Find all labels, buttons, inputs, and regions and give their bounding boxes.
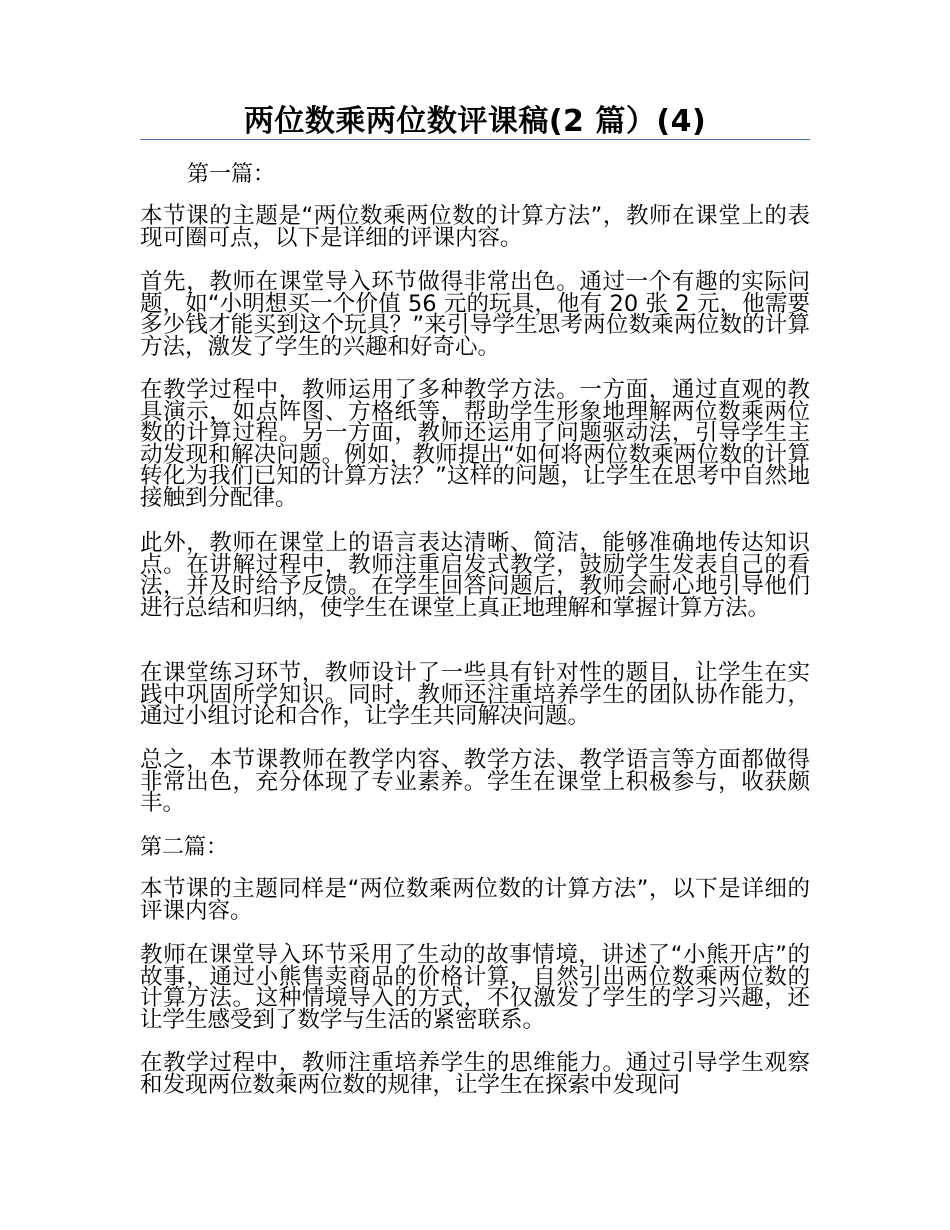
part2-label: 第二篇： — [140, 835, 229, 860]
title-underline — [140, 139, 810, 140]
part1-paragraph-5: 在课堂练习环节，教师设计了一些具有针对性的题目，让学生在实践中巩固所学知识。同时，教师还注重培养学生的团队协作能力，通过小组讨论和合作，让学生共同解决问题。 — [140, 660, 810, 729]
document-title: 两位数乘两位数评课稿(2 篇）(4) — [243, 104, 707, 139]
part2-paragraph-3: 在教学过程中，教师注重培养学生的思维能力。通过引导学生观察和发现两位数乘两位数的规律，让学生在探索中发现问 — [140, 1050, 810, 1098]
part1-paragraph-2: 首先，教师在课堂导入环节做得非常出色。通过一个有趣的实际问题，如“小明想买一个价值 56 元的玩具，他有 20 张 2 元，他需要多少钱才能买到这个玩具？”来引导学生思考两位数乘两位数的计算方法，激发了学生的兴趣和好奇心。 — [140, 269, 810, 360]
part1-paragraph-3: 在教学过程中，教师运用了多种教学方法。一方面，通过直观的教具演示，如点阵图、方格纸等，帮助学生形象地理解两位数乘两位数的计算过程。另一方面，教师还运用了问题驱动法，引导学生主动发现和解决问题。例如，教师提出“如何将两位数乘两位数的计算转化为我们已知的计算方法？”这样的问题，让学生在思考中自然地接触到分配律。 — [140, 377, 810, 511]
part1-label: 第一篇： — [187, 162, 276, 187]
part2-paragraph-2: 教师在课堂导入环节采用了生动的故事情境，讲述了“小熊开店”的故事，通过小熊售卖商品的价格计算，自然引出两位数乘两位数的计算方法。这种情境导入的方式，不仅激发了学生的学习兴趣，还让学生感受到了数学与生活的紧密联系。 — [140, 942, 810, 1033]
part1-paragraph-1: 本节课的主题是“两位数乘两位数的计算方法”，教师在课堂上的表现可圈可点，以下是详细的评课内容。 — [140, 203, 810, 251]
part2-paragraph-1: 本节课的主题同样是“两位数乘两位数的计算方法”，以下是详细的评课内容。 — [140, 876, 810, 924]
part1-paragraph-4: 此外，教师在课堂上的语言表达清晰、简洁，能够准确地传达知识点。在讲解过程中，教师注重启发式教学，鼓励学生发表自己的看法，并及时给予反馈。在学生回答问题后，教师会耐心地引导他们进行总结和归纳，使学生在课堂上真正地理解和掌握计算方法。 — [140, 530, 810, 621]
part1-paragraph-6: 总之，本节课教师在教学内容、教学方法、教学语言等方面都做得非常出色，充分体现了专业素养。学生在课堂上积极参与，收获颇丰。 — [140, 747, 810, 816]
